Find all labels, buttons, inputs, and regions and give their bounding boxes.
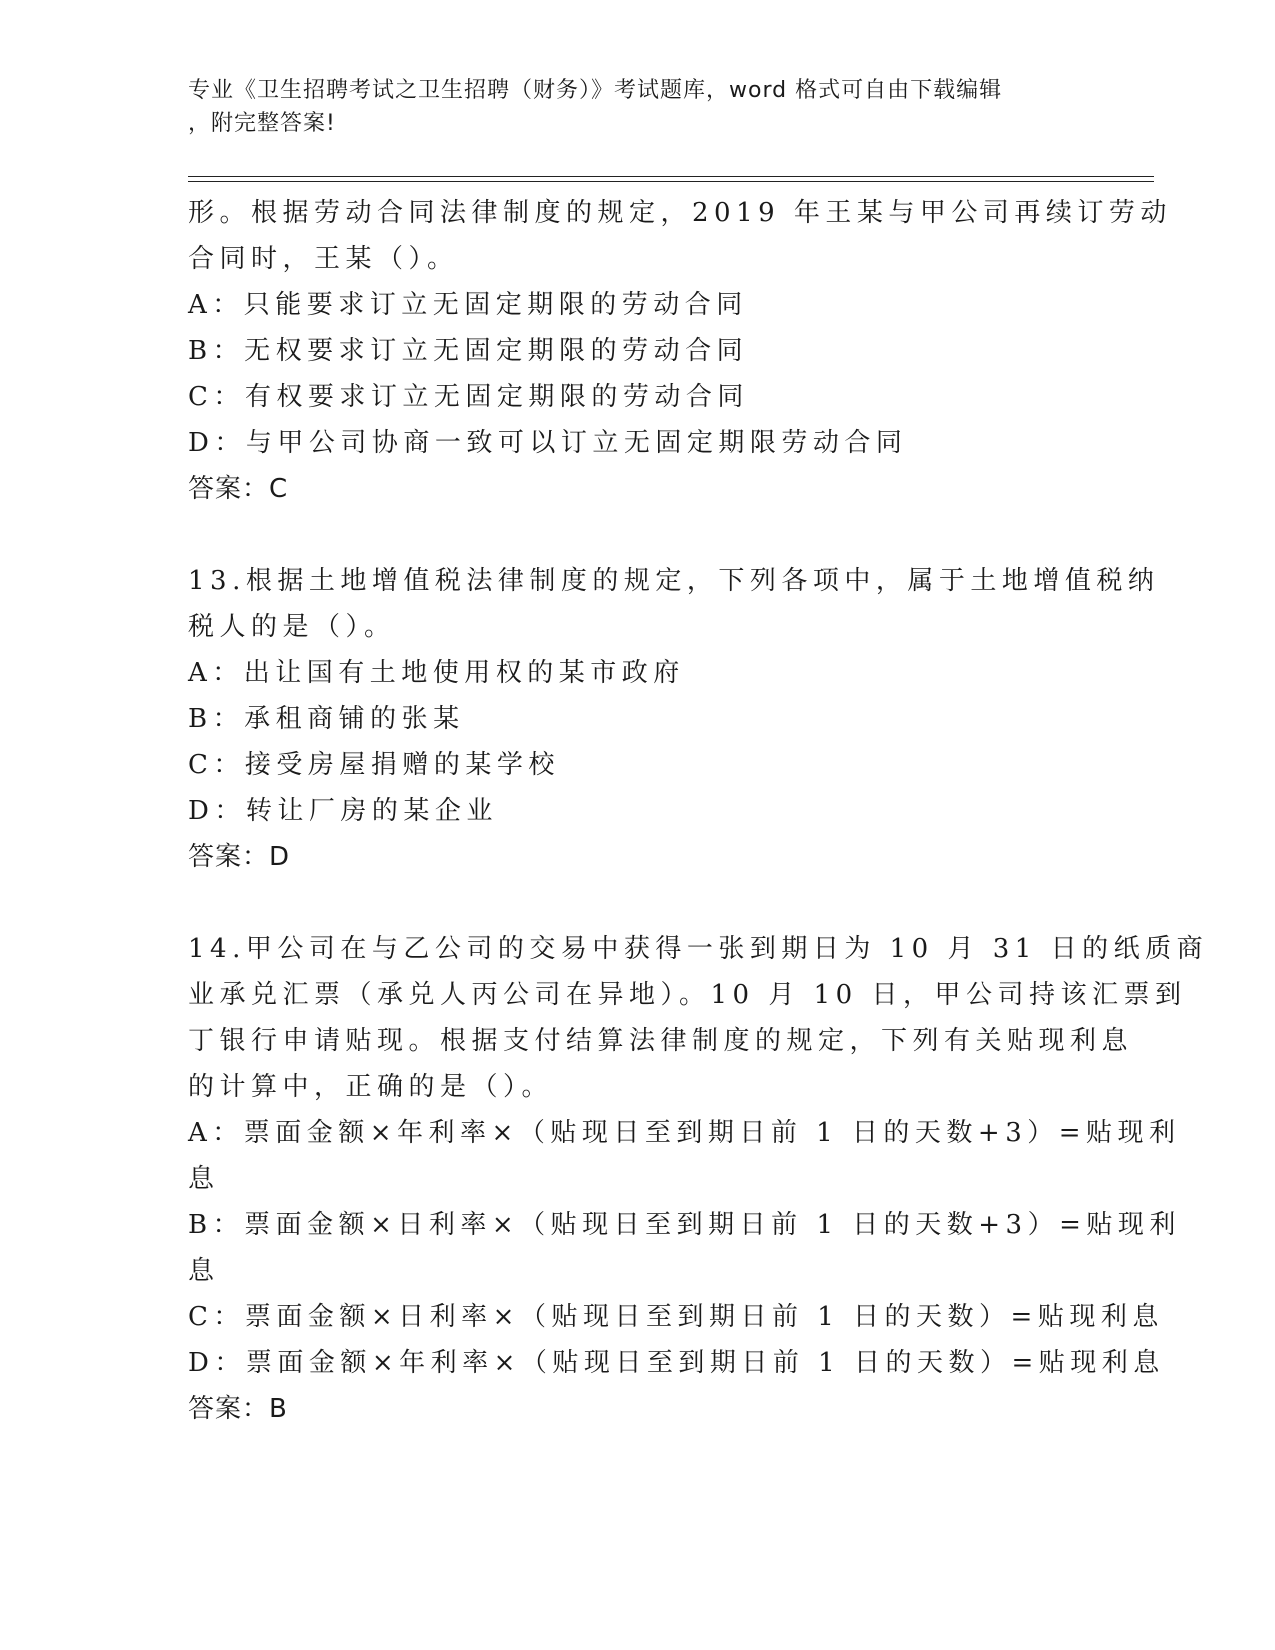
answer-line: 答案：D (188, 842, 291, 872)
option-d: D：票面金额×年利率×（贴现日至到期日前 1 日的天数）=贴现利息 (188, 1348, 1165, 1378)
question-stem-line: 13.根据土地增值税法律制度的规定，下列各项中，属于土地增值税纳 (188, 566, 1160, 596)
option-a-continued: 息 (188, 1164, 220, 1194)
header-divider-top (188, 176, 1154, 177)
spacer (188, 512, 1088, 558)
option-c: C：接受房屋捐赠的某学校 (188, 750, 560, 780)
question-stem-line: 的计算中，正确的是（）。 (188, 1072, 554, 1102)
page-header (188, 74, 1088, 140)
question-stem-line: 形。根据劳动合同法律制度的规定，2019 年王某与甲公司再续订劳动 (188, 198, 1172, 228)
document-body (188, 190, 1209, 1432)
question-14 (188, 926, 1209, 1432)
option-d: D：与甲公司协商一致可以订立无固定期限劳动合同 (188, 428, 908, 458)
question-12 (188, 190, 1172, 512)
option-a: A：只能要求订立无固定期限的劳动合同 (188, 290, 748, 320)
question-stem-line: 合同时，王某（）。 (188, 244, 459, 274)
option-a: A：出让国有土地使用权的某市政府 (188, 658, 685, 688)
option-b-continued: 息 (188, 1256, 220, 1286)
option-d: D：转让厂房的某企业 (188, 796, 498, 826)
option-c: C：有权要求订立无固定期限的劳动合同 (188, 382, 749, 412)
option-a: A：票面金额×年利率×（贴现日至到期日前 1 日的天数+3）=贴现利 (188, 1118, 1181, 1148)
option-c: C：票面金额×日利率×（贴现日至到期日前 1 日的天数）=贴现利息 (188, 1302, 1164, 1332)
header-divider-bottom (188, 181, 1154, 182)
answer-line: 答案：C (188, 474, 289, 504)
option-b: B：承租商铺的张某 (188, 704, 465, 734)
question-stem-line: 税人的是（）。 (188, 612, 396, 642)
question-13 (188, 558, 1160, 880)
option-b: B：票面金额×日利率×（贴现日至到期日前 1 日的天数+3）=贴现利 (188, 1210, 1181, 1240)
question-stem-line: 业承兑汇票（承兑人丙公司在异地）。10 月 10 日，甲公司持该汇票到 (188, 980, 1187, 1010)
question-stem-line: 丁银行申请贴现。根据支付结算法律制度的规定，下列有关贴现利息 (188, 1026, 1134, 1056)
header-line-2: ，附完整答案! (188, 111, 336, 136)
option-b: B：无权要求订立无固定期限的劳动合同 (188, 336, 749, 366)
question-stem-line: 14.甲公司在与乙公司的交易中获得一张到期日为 10 月 31 日的纸质商 (188, 934, 1209, 964)
spacer (188, 880, 1088, 926)
answer-line: 答案：B (188, 1394, 288, 1424)
header-line-1: 专业《卫生招聘考试之卫生招聘（财务）》考试题库，word 格式可自由下载编辑 (188, 78, 1003, 103)
